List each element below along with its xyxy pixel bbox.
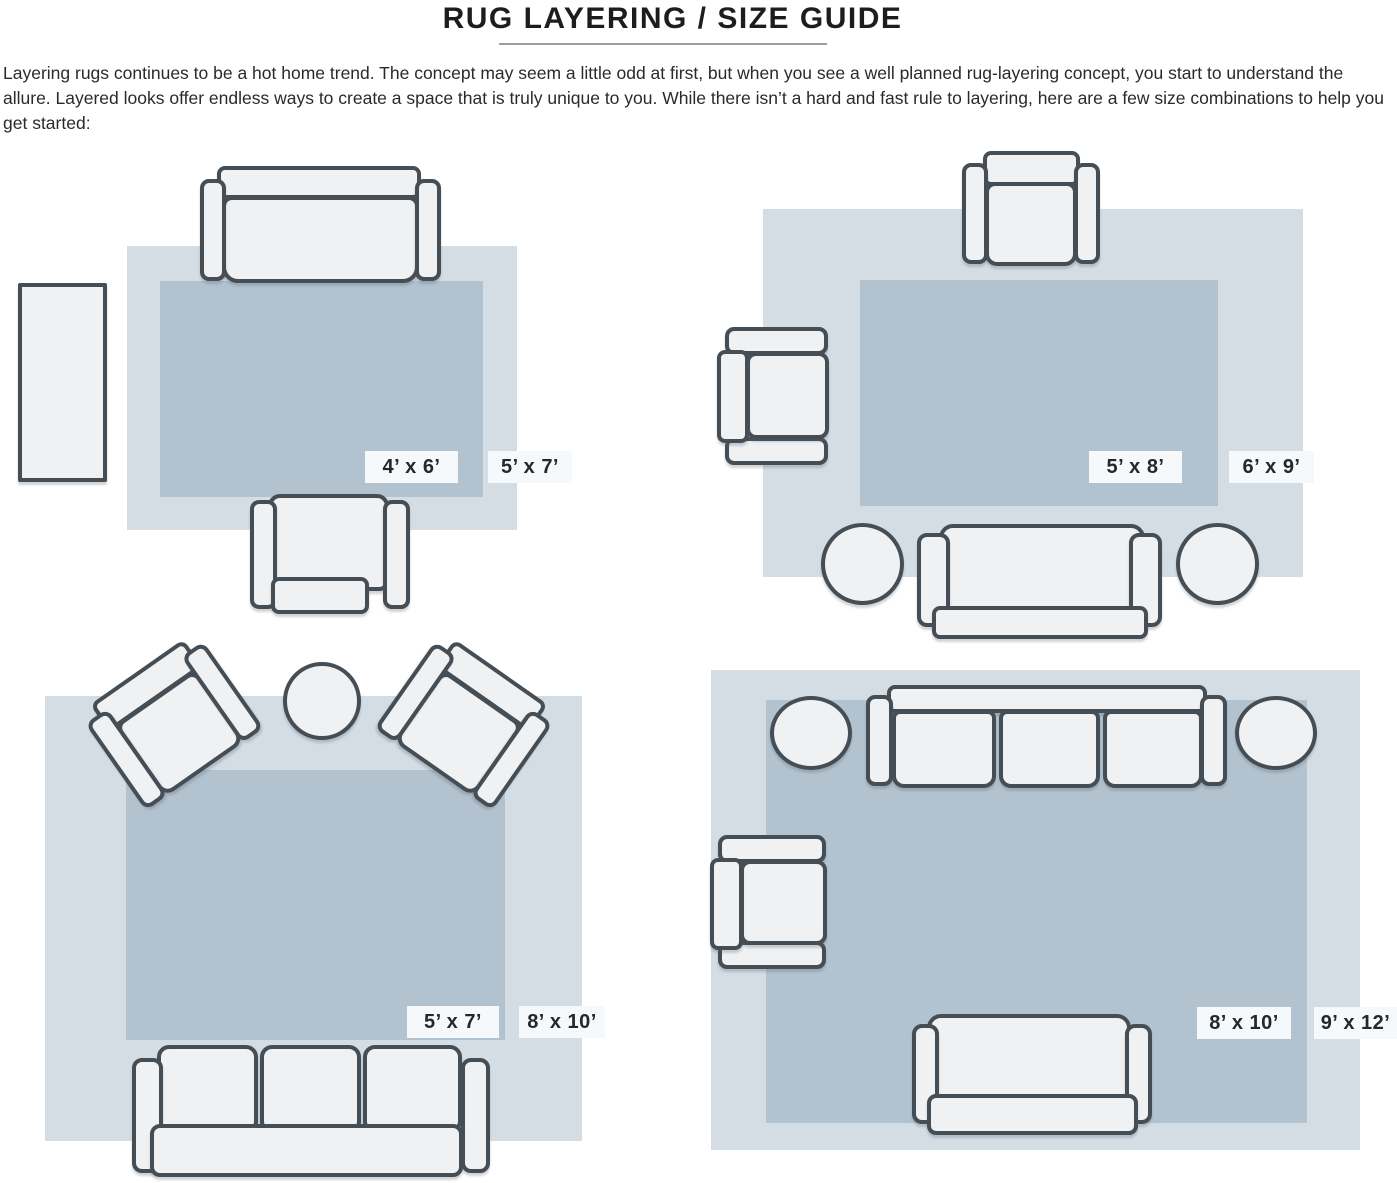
sofa-back <box>887 685 1207 713</box>
sofa-cushion <box>892 710 996 788</box>
sofa-seat <box>927 1014 1131 1101</box>
oval-table-right <box>1235 696 1317 770</box>
armchair-seat <box>740 860 827 945</box>
size-label-base: 8’ x 10’ <box>519 1006 605 1038</box>
size-label-base: 6’ x 9’ <box>1229 451 1314 483</box>
oval-table-left <box>770 696 852 770</box>
sofa-armrest-left <box>866 695 893 786</box>
armchair-back <box>710 858 743 950</box>
size-label-layered: 4’ x 6’ <box>365 451 458 483</box>
page-title: RUG LAYERING / SIZE GUIDE <box>442 2 903 35</box>
sofa-cushion <box>999 710 1100 788</box>
sofa-armrest-right <box>1200 695 1227 786</box>
size-label-base: 9’ x 12’ <box>1314 1007 1397 1039</box>
sofa-top <box>866 685 1227 790</box>
intro-paragraph: Layering rugs continues to be a hot home trend. The concept may seem a little odd at first, but when you see a well planned rug-layering concept, you start to understand the allure. Layered looks offer endless ways to create a space that is truly unique to you. While there isn’t a hard and fast rule to layering, here are a few size combinations to help you get started: <box>3 63 1384 133</box>
size-label-layered: 5’ x 7’ <box>407 1006 499 1038</box>
size-label-layered: 5’ x 8’ <box>1089 451 1182 483</box>
sofa-bottom <box>912 1013 1152 1135</box>
sofa-cushion <box>1103 710 1203 788</box>
armchair-left <box>710 835 829 969</box>
sofa-back <box>927 1094 1138 1135</box>
size-label-layered: 8’ x 10’ <box>1197 1007 1291 1039</box>
size-label-base: 5’ x 7’ <box>488 451 572 483</box>
